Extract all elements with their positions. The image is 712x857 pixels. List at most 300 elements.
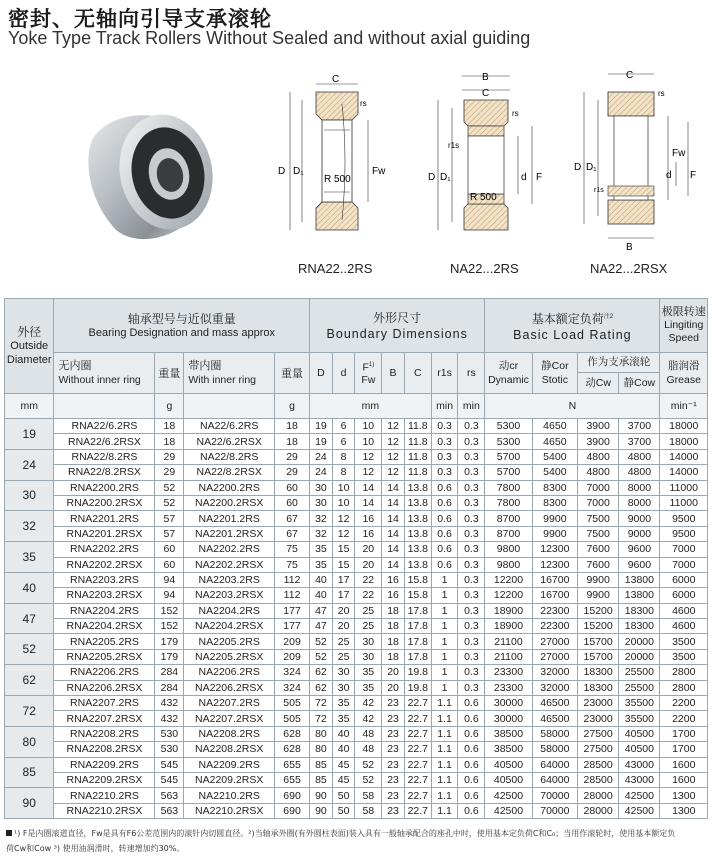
dim-d-inner: d	[666, 170, 672, 181]
table-cell: 25	[355, 619, 382, 634]
table-cell: 19.8	[404, 680, 431, 695]
table-cell: 40500	[619, 726, 660, 741]
dim-d-outer: D	[428, 172, 436, 183]
table-row	[5, 665, 708, 680]
table-row	[5, 511, 708, 526]
table-cell: 11000	[660, 495, 708, 510]
table-cell: 50	[332, 803, 355, 818]
header-bearing-designation: 轴承型号与近似重量 Bearing Designation and mass approx	[54, 299, 310, 353]
table-cell: 545	[155, 757, 184, 772]
table-cell: 94	[155, 588, 184, 603]
table-cell: 18900	[485, 603, 532, 618]
dim-d1: D₁	[586, 162, 597, 173]
outside-diameter-cell: 35	[5, 542, 54, 573]
table-cell: 30000	[485, 696, 532, 711]
table-cell: RNA2208.2RS	[54, 726, 155, 741]
table-cell: 48	[355, 742, 382, 757]
dim-c: C	[626, 70, 634, 81]
table-cell: RNA2202.2RS	[54, 542, 155, 557]
table-cell: 3900	[578, 419, 619, 434]
table-cell: 35	[310, 542, 333, 557]
table-cell: 62	[310, 665, 333, 680]
table-cell: RNA2207.2RS	[54, 696, 155, 711]
table-row	[5, 419, 708, 434]
table-cell: 22.7	[404, 696, 431, 711]
table-cell: 40	[310, 572, 333, 587]
table-cell: 112	[275, 588, 310, 603]
table-cell: 8	[332, 465, 355, 480]
table-cell: 8000	[619, 480, 660, 495]
table-cell: 7500	[578, 511, 619, 526]
table-cell: 85	[310, 772, 333, 787]
table-cell: NA2200.2RSX	[184, 495, 275, 510]
table-cell: 9000	[619, 511, 660, 526]
header-d-inner: d	[332, 353, 355, 394]
table-cell: 5400	[532, 449, 577, 464]
table-cell: 4650	[532, 434, 577, 449]
table-cell: 7600	[578, 542, 619, 557]
table-cell: 7000	[578, 480, 619, 495]
table-cell: 209	[275, 649, 310, 664]
table-cell: RNA2200.2RSX	[54, 495, 155, 510]
dim-fw: Fw	[372, 166, 386, 177]
table-cell: 40	[332, 726, 355, 741]
table-cell: 27500	[578, 726, 619, 741]
table-cell: 3700	[619, 419, 660, 434]
header-dynamic: 动cr Dynamic	[485, 353, 532, 394]
table-cell: 22.7	[404, 772, 431, 787]
table-cell: 32	[310, 511, 333, 526]
page-title-cn: 密封、无轴向引导支承滚轮	[8, 7, 272, 31]
table-cell: 10	[355, 419, 382, 434]
table-cell: RNA2206.2RSX	[54, 680, 155, 695]
table-cell: NA2200.2RS	[184, 480, 275, 495]
table-row	[5, 588, 708, 603]
table-cell: 1.1	[431, 742, 458, 757]
table-cell: 20	[332, 619, 355, 634]
table-cell: 0.6	[431, 480, 458, 495]
header-without-inner-ring: 无内圈 Without inner ring	[54, 353, 155, 394]
table-cell: 628	[275, 742, 310, 757]
outside-diameter-cell: 24	[5, 449, 54, 480]
table-cell: 75	[275, 557, 310, 572]
table-cell: 4600	[660, 603, 708, 618]
table-cell: 38500	[485, 742, 532, 757]
header-cow: 静Cow	[623, 377, 656, 389]
header-limiting-speed: 极限转速 Lingiting Speed	[660, 299, 708, 353]
table-row	[5, 680, 708, 695]
dim-c: C	[482, 88, 490, 99]
table-cell: 7600	[578, 557, 619, 572]
spec-table-body	[5, 419, 708, 819]
table-cell: 16	[382, 572, 405, 587]
table-cell: 1700	[660, 742, 708, 757]
table-cell: 6	[332, 419, 355, 434]
table-cell: NA2210.2RSX	[184, 803, 275, 818]
table-cell: 9600	[619, 542, 660, 557]
table-cell: 42500	[619, 803, 660, 818]
table-cell: NA2204.2RSX	[184, 619, 275, 634]
table-cell: RNA2201.2RS	[54, 511, 155, 526]
table-cell: 19	[310, 419, 333, 434]
table-cell: 545	[155, 772, 184, 787]
table-cell: 13.8	[404, 480, 431, 495]
table-cell: 11.8	[404, 449, 431, 464]
outside-diameter-cell: 40	[5, 572, 54, 603]
outside-diameter-cell: 90	[5, 788, 54, 819]
table-cell: 32000	[532, 680, 577, 695]
table-cell: 20000	[619, 634, 660, 649]
header-rs: rs	[458, 353, 485, 394]
table-cell: 20	[382, 665, 405, 680]
table-cell: 16	[355, 511, 382, 526]
table-row	[5, 603, 708, 618]
dim-d-outer: D	[278, 166, 286, 177]
table-cell: 52	[155, 480, 184, 495]
table-cell: 18000	[660, 434, 708, 449]
table-cell: 94	[155, 572, 184, 587]
table-cell: 30	[355, 649, 382, 664]
outside-diameter-cell: 62	[5, 665, 54, 696]
table-cell: 2200	[660, 711, 708, 726]
table-cell: 0.3	[458, 419, 485, 434]
header-as-support-roller: 作为支承滚轮 动Cw 静Cow	[578, 353, 660, 394]
table-cell: RNA2200.2RS	[54, 480, 155, 495]
header-static: 静Cor Stotic	[532, 353, 577, 394]
table-cell: 32	[310, 526, 333, 541]
table-cell: 8000	[619, 495, 660, 510]
unit-min-1: min	[431, 394, 458, 419]
table-cell: 0.3	[458, 449, 485, 464]
table-row	[5, 572, 708, 587]
table-cell: NA2205.2RSX	[184, 649, 275, 664]
table-cell: 15	[332, 557, 355, 572]
table-cell: 16	[355, 526, 382, 541]
table-cell: NA2209.2RS	[184, 757, 275, 772]
table-cell: 28000	[578, 788, 619, 803]
table-cell: 1	[431, 665, 458, 680]
table-cell: 3500	[660, 649, 708, 664]
table-cell: 23	[382, 711, 405, 726]
table-cell: 29	[155, 449, 184, 464]
table-cell: 18	[382, 634, 405, 649]
table-cell: 18	[155, 419, 184, 434]
table-cell: 16700	[532, 572, 577, 587]
table-cell: RNA22/6.2RS	[54, 419, 155, 434]
table-cell: 17.8	[404, 649, 431, 664]
table-row	[5, 449, 708, 464]
table-cell: 32000	[532, 665, 577, 680]
table-cell: 40500	[485, 757, 532, 772]
table-cell: 0.3	[431, 465, 458, 480]
table-cell: 52	[155, 495, 184, 510]
caption-na22-2rsx: NA22...2RSX	[590, 261, 668, 276]
table-cell: 18900	[485, 619, 532, 634]
table-cell: 14	[382, 526, 405, 541]
table-cell: 12300	[532, 542, 577, 557]
table-cell: 60	[275, 495, 310, 510]
table-cell: 0.3	[458, 434, 485, 449]
table-cell: 18	[382, 649, 405, 664]
table-cell: 35500	[619, 696, 660, 711]
table-cell: 23	[382, 803, 405, 818]
table-cell: 28000	[578, 803, 619, 818]
table-row	[5, 634, 708, 649]
table-cell: 67	[275, 511, 310, 526]
table-cell: 23	[382, 757, 405, 772]
drawing-na22-2rsx	[572, 66, 707, 256]
table-cell: 67	[275, 526, 310, 541]
table-cell: 18300	[578, 680, 619, 695]
table-cell: 17	[332, 588, 355, 603]
table-cell: 80	[310, 742, 333, 757]
table-cell: 505	[275, 696, 310, 711]
table-cell: 4800	[619, 465, 660, 480]
table-cell: 13800	[619, 572, 660, 587]
table-cell: NA2201.2RSX	[184, 526, 275, 541]
table-cell: RNA2208.2RSX	[54, 742, 155, 757]
outside-diameter-cell: 30	[5, 480, 54, 511]
header-b: B	[382, 353, 405, 394]
table-cell: 1300	[660, 803, 708, 818]
table-cell: 17.8	[404, 619, 431, 634]
table-cell: 20	[355, 557, 382, 572]
table-cell: 29	[275, 449, 310, 464]
table-cell: 9900	[578, 588, 619, 603]
header-mass-2: 重量	[275, 353, 310, 394]
table-cell: 14	[382, 511, 405, 526]
table-cell: 1	[431, 603, 458, 618]
table-cell: 23000	[578, 696, 619, 711]
table-cell: 0.3	[458, 619, 485, 634]
table-cell: 35500	[619, 711, 660, 726]
table-cell: 18	[382, 603, 405, 618]
table-cell: 6	[332, 434, 355, 449]
table-cell: 20	[355, 542, 382, 557]
table-cell: 23000	[578, 711, 619, 726]
table-cell: 11.8	[404, 434, 431, 449]
table-cell: 14	[382, 480, 405, 495]
table-cell: 530	[155, 726, 184, 741]
table-cell: 23	[382, 726, 405, 741]
table-cell: 284	[155, 665, 184, 680]
table-cell: 14	[355, 495, 382, 510]
table-cell: 1.1	[431, 757, 458, 772]
table-cell: 25	[355, 603, 382, 618]
page-title-en: Yoke Type Track Rollers Without Sealed and without axial guiding	[8, 28, 531, 48]
table-cell: 18	[275, 434, 310, 449]
table-cell: RNA22/8.2RS	[54, 449, 155, 464]
table-cell: 12	[382, 449, 405, 464]
table-cell: 655	[275, 772, 310, 787]
table-cell: 1.1	[431, 772, 458, 787]
footnote	[6, 826, 706, 856]
table-cell: 45	[332, 757, 355, 772]
table-row	[5, 649, 708, 664]
table-cell: 11.8	[404, 419, 431, 434]
table-cell: NA2208.2RSX	[184, 742, 275, 757]
table-cell: 0.6	[458, 726, 485, 741]
table-cell: 29	[275, 465, 310, 480]
table-cell: 18300	[619, 603, 660, 618]
outside-diameter-cell: 19	[5, 419, 54, 450]
table-cell: 1.1	[431, 696, 458, 711]
table-cell: 12200	[485, 588, 532, 603]
table-cell: RNA2204.2RSX	[54, 619, 155, 634]
table-cell: 9800	[485, 542, 532, 557]
table-cell: 16700	[532, 588, 577, 603]
table-cell: 60	[155, 542, 184, 557]
header-boundary-dimensions: 外形尺寸 Boundary Dimensions	[310, 299, 485, 353]
table-cell: 1	[431, 680, 458, 695]
unit-mm: mm	[5, 394, 54, 419]
table-cell: NA2203.2RSX	[184, 588, 275, 603]
table-cell: 40500	[619, 742, 660, 757]
table-cell: 284	[155, 680, 184, 695]
table-cell: RNA2201.2RSX	[54, 526, 155, 541]
unit-speed: min⁻¹	[660, 394, 708, 419]
table-cell: 8	[332, 449, 355, 464]
table-cell: RNA2210.2RSX	[54, 803, 155, 818]
table-cell: 58	[355, 803, 382, 818]
table-cell: 13800	[619, 588, 660, 603]
table-cell: 58	[355, 788, 382, 803]
table-cell: 177	[275, 603, 310, 618]
table-cell: 72	[310, 711, 333, 726]
table-cell: 22.7	[404, 788, 431, 803]
table-cell: 30	[332, 680, 355, 695]
table-cell: 0.3	[458, 634, 485, 649]
table-cell: NA2207.2RSX	[184, 711, 275, 726]
dim-r500: R 500	[324, 174, 351, 185]
table-cell: 563	[155, 803, 184, 818]
table-cell: 30	[310, 495, 333, 510]
table-cell: NA2209.2RSX	[184, 772, 275, 787]
table-cell: RNA2205.2RS	[54, 634, 155, 649]
table-cell: 30	[355, 634, 382, 649]
table-cell: 0.6	[458, 757, 485, 772]
table-cell: 40500	[485, 772, 532, 787]
table-cell: 4600	[660, 619, 708, 634]
table-cell: 10	[332, 480, 355, 495]
table-cell: 19.8	[404, 665, 431, 680]
dim-c: C	[332, 74, 340, 85]
header-grease: 脂润滑 Grease	[660, 353, 708, 394]
table-cell: 14	[382, 542, 405, 557]
table-cell: 22.7	[404, 742, 431, 757]
table-row	[5, 711, 708, 726]
table-cell: 0.3	[431, 434, 458, 449]
dim-rs: rs	[658, 89, 665, 98]
table-cell: RNA2203.2RS	[54, 572, 155, 587]
spec-table	[4, 298, 708, 819]
header-c: C	[404, 353, 431, 394]
table-cell: 209	[275, 634, 310, 649]
table-cell: 85	[310, 757, 333, 772]
table-cell: 24	[310, 465, 333, 480]
table-cell: 11.8	[404, 465, 431, 480]
table-cell: RNA22/8.2RSX	[54, 465, 155, 480]
table-cell: 62	[310, 680, 333, 695]
table-row	[5, 526, 708, 541]
table-cell: 12	[355, 465, 382, 480]
table-cell: 28500	[578, 772, 619, 787]
table-cell: 5300	[485, 434, 532, 449]
table-cell: 12	[332, 526, 355, 541]
table-cell: RNA2206.2RS	[54, 665, 155, 680]
table-row	[5, 742, 708, 757]
table-cell: 13.8	[404, 542, 431, 557]
drawing-rna22-2rs	[268, 70, 398, 250]
table-cell: 22	[355, 588, 382, 603]
caption-rna22-2rs: RNA22..2RS	[298, 261, 373, 276]
table-cell: 52	[355, 772, 382, 787]
table-cell: 9000	[619, 526, 660, 541]
table-cell: 22300	[532, 603, 577, 618]
table-cell: 177	[275, 619, 310, 634]
table-cell: 0.6	[431, 495, 458, 510]
unit-min-2: min	[458, 394, 485, 419]
table-cell: 12	[382, 419, 405, 434]
table-cell: 42500	[619, 788, 660, 803]
table-cell: 40	[332, 742, 355, 757]
table-cell: 6000	[660, 572, 708, 587]
table-row	[5, 757, 708, 772]
table-cell: 1.1	[431, 711, 458, 726]
table-cell: 14	[355, 480, 382, 495]
outside-diameter-cell: 85	[5, 757, 54, 788]
table-cell: 5300	[485, 419, 532, 434]
table-cell: 15200	[578, 619, 619, 634]
table-cell: 1.1	[431, 726, 458, 741]
table-cell: 45	[332, 772, 355, 787]
table-cell: RNA2203.2RSX	[54, 588, 155, 603]
table-cell: 0.6	[458, 803, 485, 818]
table-cell: 70000	[532, 788, 577, 803]
header-with-inner-ring: 带内圈 With inner ring	[184, 353, 275, 394]
table-row	[5, 495, 708, 510]
table-row	[5, 803, 708, 818]
table-cell: 40	[310, 588, 333, 603]
table-cell: 42500	[485, 788, 532, 803]
table-row	[5, 480, 708, 495]
table-row	[5, 542, 708, 557]
table-cell: 7800	[485, 495, 532, 510]
unit-n: N	[485, 394, 660, 419]
table-cell: 18	[382, 619, 405, 634]
table-cell: 25500	[619, 680, 660, 695]
table-cell: 22.7	[404, 757, 431, 772]
table-cell: 13.8	[404, 495, 431, 510]
header-mass-1: 重量	[155, 353, 184, 394]
table-cell: 4800	[578, 449, 619, 464]
table-cell: 0.6	[458, 742, 485, 757]
table-cell: NA2207.2RS	[184, 696, 275, 711]
table-cell: 0.3	[458, 526, 485, 541]
dim-fw: Fw	[672, 148, 686, 159]
table-cell: 1600	[660, 757, 708, 772]
dim-r1s: r1s	[448, 141, 460, 150]
table-cell: 0.3	[431, 419, 458, 434]
table-cell: 12	[332, 511, 355, 526]
footnote-line-1: ¹) F是内圈滚道直径，Fw是具有F6公差范围内的滚针内切圆直径。²)当轴承外圈(有外圆柱表面)装入具有一般轴承配合的座孔中时，使用基本定负荷C和C₀；当用作滚轮时，使用基本额定负	[14, 829, 676, 838]
table-cell: 80	[310, 726, 333, 741]
table-row	[5, 619, 708, 634]
table-cell: 1	[431, 619, 458, 634]
footnote-bullet-icon	[6, 830, 12, 836]
table-cell: 52	[310, 649, 333, 664]
table-cell: 112	[275, 572, 310, 587]
